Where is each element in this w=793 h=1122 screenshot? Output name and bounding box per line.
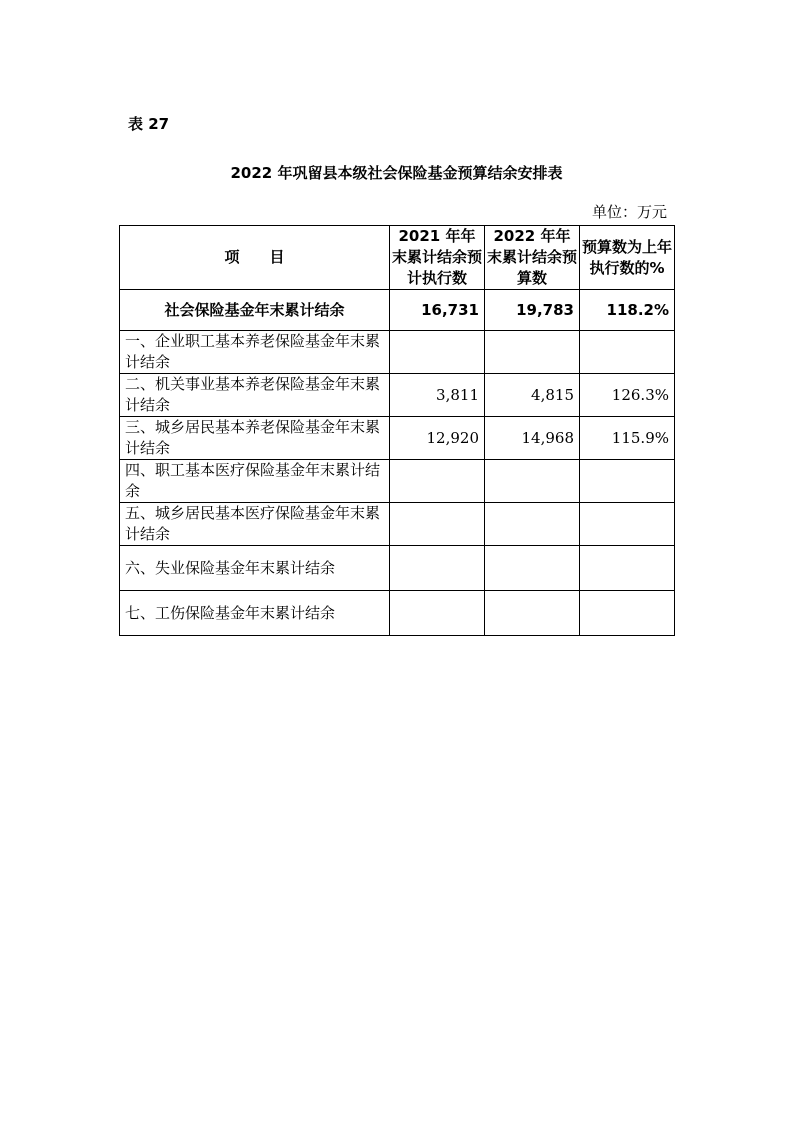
table-row bbox=[120, 591, 675, 636]
table-row bbox=[120, 503, 675, 546]
table-row bbox=[120, 331, 675, 374]
row-label: 三、城乡居民基本养老保险基金年末累计结余 bbox=[120, 417, 390, 460]
unit-label: 单位：万元 bbox=[591, 203, 667, 221]
row-2021: 12,920 bbox=[390, 417, 485, 460]
row-ratio bbox=[580, 331, 675, 374]
row-2021: 3,811 bbox=[390, 374, 485, 417]
header-item: 项 目 bbox=[120, 226, 390, 290]
row-label: 二、机关事业基本养老保险基金年末累计结余 bbox=[120, 374, 390, 417]
row-2021 bbox=[390, 503, 485, 546]
row-2021 bbox=[390, 591, 485, 636]
table-row bbox=[120, 546, 675, 591]
total-2022: 19,783 bbox=[485, 290, 580, 331]
table-row bbox=[120, 460, 675, 503]
row-2022: 14,968 bbox=[485, 417, 580, 460]
row-2022 bbox=[485, 331, 580, 374]
row-2021 bbox=[390, 331, 485, 374]
total-2021: 16,731 bbox=[390, 290, 485, 331]
row-2022 bbox=[485, 503, 580, 546]
total-row bbox=[120, 290, 675, 331]
row-2022 bbox=[485, 460, 580, 503]
table-row bbox=[120, 374, 675, 417]
row-ratio: 115.9% bbox=[580, 417, 675, 460]
row-ratio: 126.3% bbox=[580, 374, 675, 417]
table-row bbox=[120, 417, 675, 460]
row-2022 bbox=[485, 591, 580, 636]
total-label: 社会保险基金年末累计结余 bbox=[120, 290, 390, 331]
row-label: 一、企业职工基本养老保险基金年末累计结余 bbox=[120, 331, 390, 374]
row-label: 七、工伤保险基金年末累计结余 bbox=[120, 591, 390, 636]
total-ratio: 118.2% bbox=[580, 290, 675, 331]
row-label: 四、职工基本医疗保险基金年末累计结余 bbox=[120, 460, 390, 503]
row-2022: 4,815 bbox=[485, 374, 580, 417]
header-2022: 2022 年年末累计结余预算数 bbox=[485, 226, 580, 290]
header-ratio: 预算数为上年执行数的% bbox=[580, 226, 675, 290]
row-2021 bbox=[390, 546, 485, 591]
row-ratio bbox=[580, 460, 675, 503]
row-ratio bbox=[580, 546, 675, 591]
table-number: 表 27 bbox=[128, 115, 170, 133]
header-2021: 2021 年年末累计结余预计执行数 bbox=[390, 226, 485, 290]
budget-table bbox=[119, 225, 675, 636]
document-title: 2022 年巩留县本级社会保险基金预算结余安排表 bbox=[230, 164, 563, 182]
row-label: 六、失业保险基金年末累计结余 bbox=[120, 546, 390, 591]
row-2021 bbox=[390, 460, 485, 503]
row-ratio bbox=[580, 591, 675, 636]
row-label: 五、城乡居民基本医疗保险基金年末累计结余 bbox=[120, 503, 390, 546]
header-row bbox=[120, 226, 675, 290]
row-2022 bbox=[485, 546, 580, 591]
row-ratio bbox=[580, 503, 675, 546]
